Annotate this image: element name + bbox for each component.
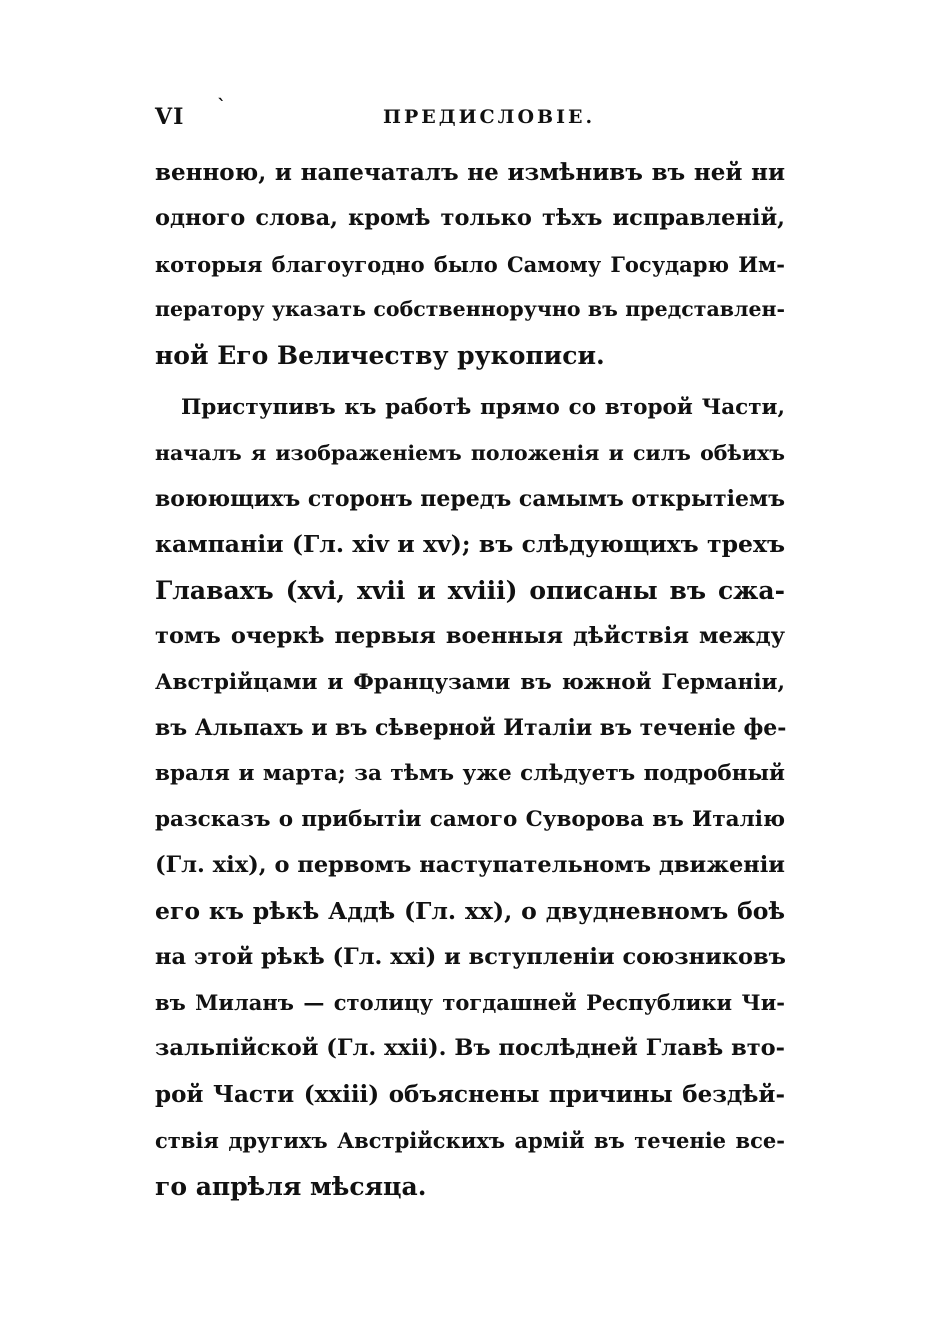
text-line: ной Его Величеству рукописи. (155, 341, 605, 371)
page-header (155, 96, 785, 134)
text-line: которыя благоугодно было Самому Государю Им- (155, 251, 785, 277)
text-line: Главахъ (xvi, xvii и xviii) описаны въ сжа- (155, 576, 785, 606)
running-title: ПРЕДИСЛОВІЕ. (383, 106, 596, 128)
body-text (155, 150, 785, 1209)
text-line: Австрійцами и Французами въ южной Германіи, (155, 669, 785, 695)
text-line: ператору указать собственноручно въ представлен- (155, 297, 785, 322)
page-number: VI (155, 104, 185, 130)
paragraph-1 (155, 150, 785, 379)
text-line: го апрѣля мѣсяца. (155, 1171, 427, 1201)
text-line: венною, и напечаталъ не измѣнивъ въ ней ни (155, 159, 785, 186)
text-line: началъ я изображеніемъ положенія и силъ обѣихъ (155, 440, 785, 465)
text-line: зальпійской (Гл. xxii). Въ послѣдней Главѣ вто- (155, 1035, 785, 1062)
text-line: томъ очеркѣ первыя военныя дѣйствія между (155, 622, 785, 649)
paragraph-2 (155, 385, 785, 1209)
text-line: на этой рѣкѣ (Гл. xxi) и вступленіи союзниковъ (155, 943, 786, 970)
text-line: въ Миланъ — столицу тогдашней Республики Чи- (155, 990, 785, 1016)
text-line: Приступивъ къ работѣ прямо со второй Части, (181, 394, 785, 420)
printer-mark: ` (217, 96, 226, 117)
text-line: воюющихъ сторонъ передъ самымъ открытіемъ (155, 485, 785, 512)
text-line: ствія другихъ Австрійскихъ армій въ теченіе все- (155, 1127, 785, 1153)
text-line: (Гл. xix), о первомъ наступательномъ движеніи (155, 851, 785, 878)
text-line: кампаніи (Гл. xiv и xv); въ слѣдующихъ трехъ (155, 530, 785, 559)
text-line: разсказъ о прибытіи самого Суворова въ Италію (155, 807, 785, 833)
text-line: враля и марта; за тѣмъ уже слѣдуетъ подробный (155, 761, 785, 787)
text-line: въ Альпахъ и въ сѣверной Италіи въ теченіе фе- (155, 714, 787, 741)
text-line: одного слова, кромѣ только тѣхъ исправленій, (155, 204, 785, 231)
text-line: рой Части (xxiii) объяснены причины бездѣй- (155, 1080, 785, 1108)
text-line: его къ рѣкѣ Аддѣ (Гл. xx), о двудневномъ боѣ (155, 896, 785, 925)
